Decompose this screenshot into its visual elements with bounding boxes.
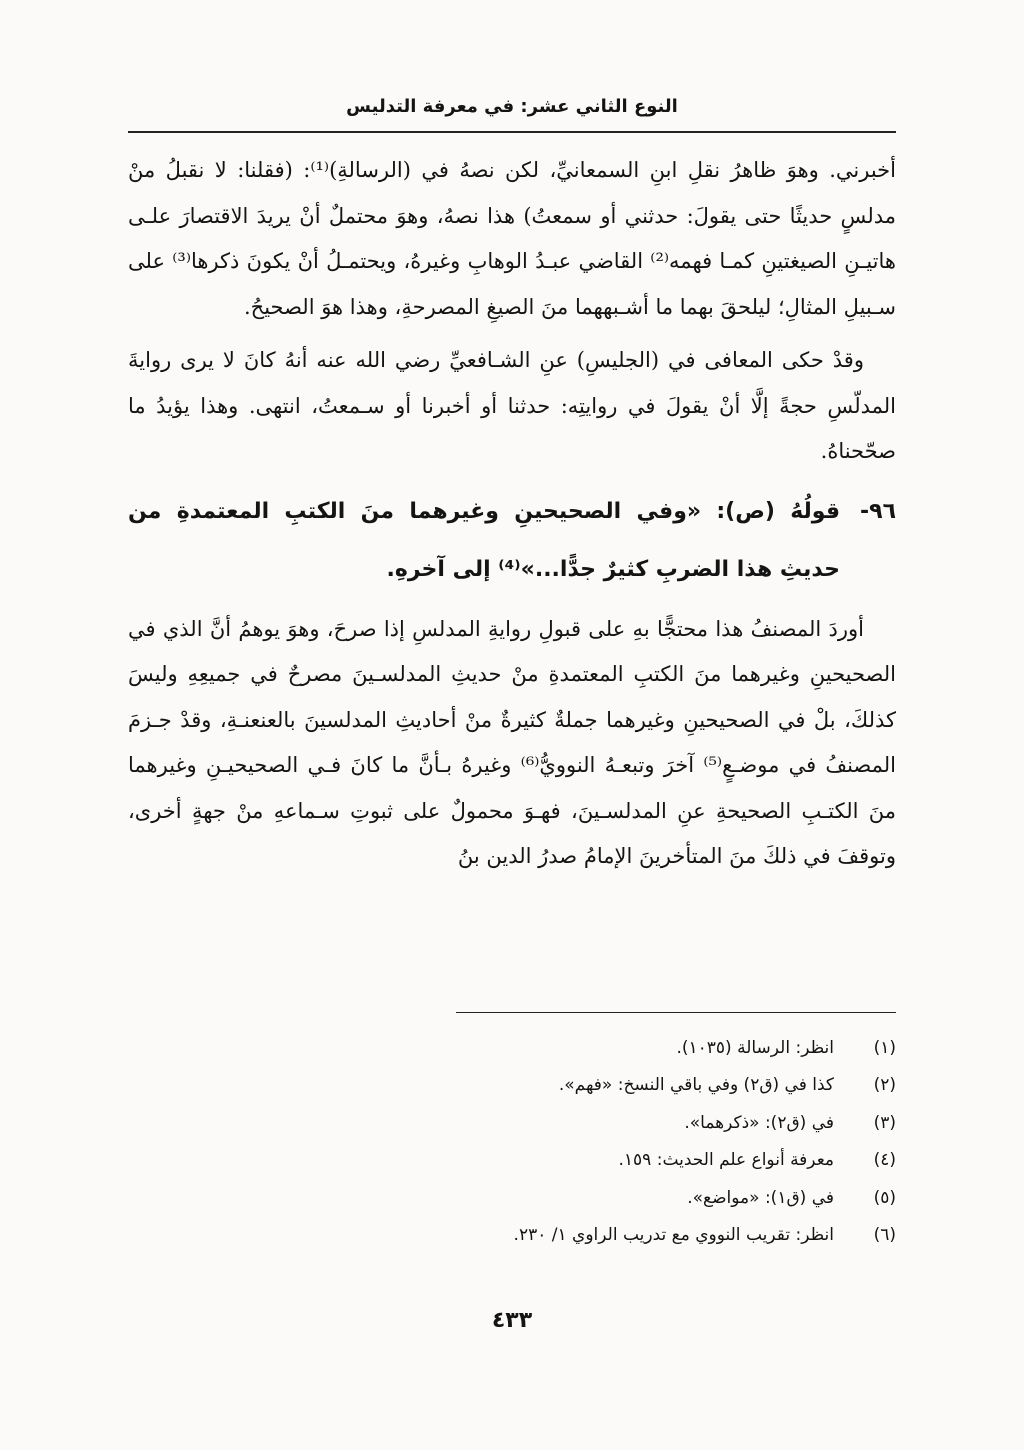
footnote-6 bbox=[128, 1217, 896, 1254]
footnote-number: (٢) bbox=[873, 1075, 896, 1096]
footnote-rule bbox=[456, 1012, 896, 1013]
footnote-text: كذا في (ق٢) وفي باقي النسخ: «فهم». bbox=[558, 1075, 834, 1096]
footnote-text: في (ق٢): «ذكرهما». bbox=[684, 1112, 834, 1133]
running-title: النوع الثاني عشر: في معرفة التدليس bbox=[346, 96, 678, 117]
footnote-5 bbox=[128, 1180, 896, 1217]
header-rule bbox=[128, 131, 896, 133]
footnote-number: (٦) bbox=[873, 1225, 896, 1246]
footnote-text: في (ق١): «مواضع». bbox=[687, 1187, 834, 1208]
page-number: ٤٣٣ bbox=[491, 1308, 533, 1333]
footnote-number: (٥) bbox=[873, 1187, 896, 1208]
paragraph-3: أوردَ المصنفُ هذا محتجًّا بهِ على قبولِ روايةِ المدلسِ إذا صرحَ، وهوَ يوهمُ أنَّ الذي في الصحيحينِ وغيرهما منَ الكتبِ المعتمدةِ منْ حديثِ المدلسـينَ مصرحٌ في جميعِهِ وليسَ كذلكَ، بلْ في الصحيحينِ وغيرهما جملةٌ كثيرةٌ منْ أحاديثِ المدلسينَ بالعنعنـةِ، وقدْ جـزمَ المصنفُ في موضـعٍ⁽⁵⁾ آخرَ وتبعـهُ النوويُّ⁽⁶⁾ وغيرهُ بـأنَّ ما كانَ فـي الصحيحيـنِ وغيرهما منَ الكتـبِ الصحيحةِ عنِ المدلسـينَ، فهـوَ محمولٌ على ثبوتِ سـماعهِ منْ جهةٍ أخرى، وتوقفَ في ذلكَ منَ المتأخرينَ الإمامُ صدرُ الدين بنُ bbox=[128, 616, 896, 868]
footnote-number: (٣) bbox=[873, 1112, 896, 1133]
footnotes-list bbox=[128, 1030, 896, 1254]
footnote-4 bbox=[128, 1142, 896, 1179]
footnote-2 bbox=[128, 1067, 896, 1104]
footnote-1 bbox=[128, 1030, 896, 1067]
footnote-text: انظر: الرسالة (١٠٣٥). bbox=[676, 1038, 834, 1058]
entry-number: ٩٦- bbox=[860, 498, 896, 524]
footnote-number: (١) bbox=[873, 1038, 896, 1058]
footnote-3 bbox=[128, 1105, 896, 1142]
footnote-number: (٤) bbox=[873, 1150, 896, 1171]
entry-heading: قولُهُ (ص): «وفي الصحيحينِ وغيرهما منَ الكتبِ المعتمدةِ من حديثِ هذا الضربِ كثيرٌ جدًّا...»⁽⁴⁾ إلى آخرهِ. bbox=[128, 498, 840, 582]
footnote-text: انظر: تقريب النووي مع تدريب الراوي ١/ ٢٣٠. bbox=[513, 1225, 834, 1246]
main-text bbox=[128, 148, 896, 888]
entry-96 bbox=[128, 483, 896, 599]
footnote-text: معرفة أنواع علم الحديث: ١٥٩. bbox=[618, 1150, 834, 1171]
paragraph-2: وقدْ حكى المعافى في (الجليسِ) عنِ الشـافعيِّ رضي الله عنه أنهُ كانَ لا يرى روايةَ المدلّسِ حجةً إلَّا أنْ يقولَ في روايتِه: حدثنا أو أخبرنا أو سـمعتُ، انتهى. وهذا يؤيدُ ما صحّحناهُ. bbox=[128, 348, 896, 463]
paragraph-1: أخبرني. وهوَ ظاهرُ نقلِ ابنِ السمعانيِّ، لكن نصهُ في (الرسالةِ)⁽¹⁾: (فقلنا: لا نقبلُ منْ مدلسٍ حديثًا حتى يقولَ: حدثني أو سمعتُ) هذا نصهُ، وهوَ محتملٌ أنْ يريدَ الاقتصارَ علـى هاتيـنِ الصيغتينِ كمـا فهمه⁽²⁾ القاضي عبـدُ الوهابِ وغيرهُ، ويحتمـلُ أنْ يكونَ ذكرها⁽³⁾ على سـبيلِ المثالِ؛ ليلحقَ بهما ما أشـبههما منَ الصيغِ المصرحةِ، وهذا هوَ الصحيحُ. bbox=[128, 158, 896, 319]
